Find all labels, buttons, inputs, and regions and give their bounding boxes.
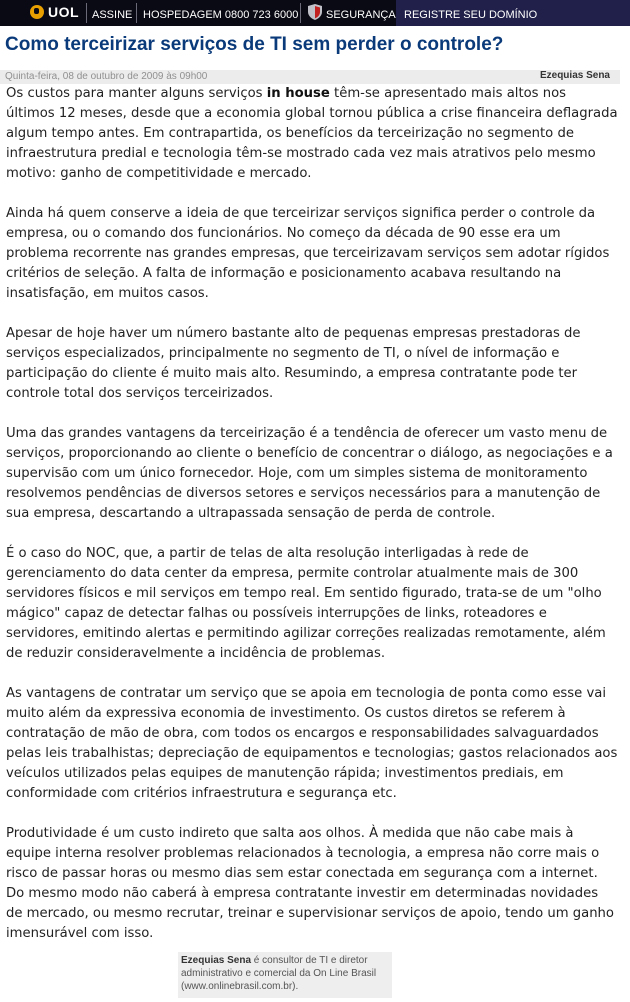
seguranca-link[interactable]: SEGURANÇA [326,9,396,21]
article-body [6,84,618,964]
bio-text: é consultor de TI e diretor administrativo e comercial da On Line Brasil (www.onlinebrasil.com.br). [181,955,377,992]
topbar-divider [136,3,137,23]
topbar-divider [300,3,301,23]
registre-dominio-banner[interactable] [396,0,630,26]
emphasis-text: in house [266,86,330,101]
article-paragraph: É o caso do NOC, que, a partir de telas de alta resolução interligadas à rede de gerenciamento do data center da empresa, permite controlar atualmente mais de 300 servidores físicos e mil serviços em tempo real. Em sentido figurado, trata-se de um "olho mágico" capaz de detectar falhas ou possíveis interrupções de links, roteadores e servidores, emitindo alertas e permitindo agilizar correções realizadas remotamente, além de reduzir consideravelmente a incidência de problemas. [6,546,606,661]
article-date: Quinta-feira, 08 de outubro de 2009 às 09h00 [5,71,208,82]
article-paragraph: Ainda há quem conserve a ideia de que terceirizar serviços significa perder o controle da empresa, ou o comando dos funcionários. No começo da década de 90 esse era um problema recorrente nas grandes empresas, que terceirizavam serviços sem adotar rígidos critérios de seleção. A falta de informação e posicionamento acabava resultando na insatisfação, em muitos casos. [6,206,610,301]
hospedagem-link[interactable]: HOSPEDAGEM 0800 723 6000 [143,9,299,21]
uol-logo-text: UOL [48,4,80,20]
bio-author-name: Ezequias Sena [181,955,252,966]
article-title: Como terceirizar serviços de TI sem perder o controle? [5,34,504,55]
author-bio-box [178,952,392,998]
registre-dominio-label: REGISTRE SEU DOMÍNIO [404,9,538,21]
article-paragraph: Apesar de hoje haver um número bastante alto de pequenas empresas prestadoras de serviços especializados, principalmente no segmento de TI, o nível de informação e participação do cliente é muito mais alto. Resumindo, a empresa contratante pode ter controle total dos serviços terceirizados. [6,326,581,401]
article-paragraph: Uma das grandes vantagens da terceirização é a tendência de oferecer um vasto menu de serviços, proporcionando ao cliente o benefício de concentrar o diálogo, as negociações e a supervisão com um único fornecedor. Hoje, com um simples sistema de monitoramento resolvemos pendências de diversos setores e serviços necessários para a manutenção de sua empresa, descartando a ultrapassada sensação de perda de controle. [6,426,613,521]
article-paragraph [6,84,618,184]
article-paragraph: Produtividade é um custo indireto que salta aos olhos. À medida que não cabe mais à equipe interna resolver problemas relacionados à tecnologia, a empresa não corre mais o risco de passar horas ou mesmo dias sem estar conectada em segurança com a internet. Do mesmo modo não caberá à empresa contratante investir em determinadas novidades de mercado, ou mesmo recrutar, treinar e supervisionar serviços de apoio, tendo um ganho imensurável com isso. [6,826,614,941]
paragraph-text: Os custos para manter alguns serviços [6,86,267,101]
article-author: Ezequias Sena [539,70,610,81]
assine-link[interactable]: ASSINE [92,9,133,21]
article-meta-bar [0,70,620,84]
paragraph-text: têm-se apresentado mais altos nos últimos 12 meses, desde que a economia global tornou pública a crise financeira deflagrada algum tempo antes. Em contrapartida, os benefícios da terceirização no segmento de infraestrutura predial e tecnologia têm-se mostrado cada vez mais atrativos pelo mesmo motivo: ganho de competitividade e mercado. [6,86,618,181]
topbar-divider [86,3,87,23]
uol-logo[interactable] [30,4,79,20]
article-paragraph: As vantagens de contratar um serviço que se apoia em tecnologia de ponta como esse vai muito além da expressiva economia de investimento. Os custos diretos se referem à contratação de mão de obra, com todos os encargos e responsabilidades salvaguardados pelas leis trabalhistas; depreciação de equipamentos e tecnologias; gastos relacionados aos veículos utilizados pelas equipes de manutenção rápida; investimentos prediais, em conformidade com critérios infraestrutura e segurança etc. [6,686,618,801]
top-navigation-bar [0,0,630,26]
shield-icon [308,4,322,20]
uol-logo-icon [30,5,44,19]
